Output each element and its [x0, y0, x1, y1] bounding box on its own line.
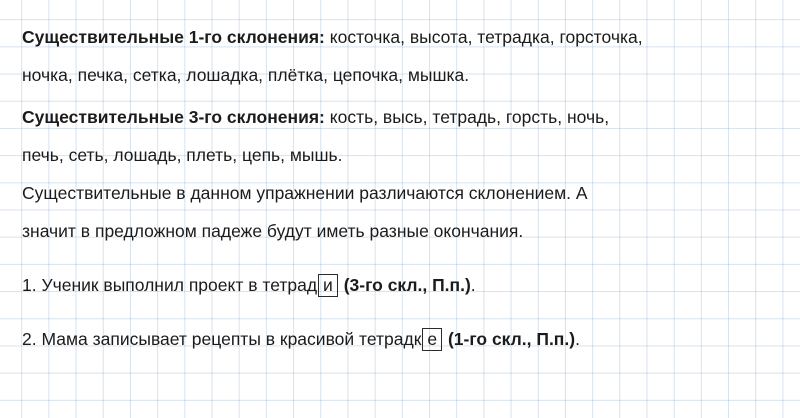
- spacer-3: [22, 304, 782, 320]
- paragraph-explanation-line-2: [22, 212, 782, 250]
- declension-1-words-part-2: ночка, печка, сетка, лошадка, плётка, цепочка, мышка.: [22, 65, 470, 85]
- answer-1-sentence: Ученик выполнил проект в тетрад: [36, 275, 318, 295]
- answer-1-number: 1.: [22, 275, 37, 295]
- answer-2-boxed-letter[interactable]: е: [422, 328, 442, 351]
- declension-1-words-part-1: косточка, высота, тетрадка, горсточка,: [324, 27, 643, 47]
- paragraph-declension-3-line-2: [22, 136, 782, 174]
- answer-2-sentence: Мама записывает рецепты в красивой тетрадк: [36, 329, 422, 349]
- paragraph-declension-1-line-2: [22, 56, 782, 94]
- explanation-text-part-2: значит в предложном падеже будут иметь разные окончания.: [22, 221, 524, 241]
- answer-1-note: (3-го скл., П.п.): [338, 275, 471, 295]
- answer-2-period: .: [575, 329, 580, 349]
- explanation-text-part-1: Существительные в данном упражнении различаются склонением. А: [22, 183, 588, 203]
- answer-1-period: .: [470, 275, 476, 295]
- declension-3-label: Существительные 3-го склонения:: [22, 107, 325, 127]
- declension-1-label: Существительные 1-го склонения:: [22, 27, 325, 47]
- declension-3-words-part-2: печь, сеть, лошадь, плеть, цепь, мышь.: [22, 145, 343, 165]
- paragraph-declension-1-line-1: [22, 18, 782, 56]
- declension-3-words-part-1: кость, высь, тетрадь, горсть, ночь,: [324, 107, 610, 127]
- answer-2-number: 2.: [22, 329, 37, 349]
- answer-item-2: [22, 320, 782, 358]
- paragraph-explanation-line-1: [22, 174, 782, 212]
- spacer-2: [22, 250, 782, 266]
- answer-2-note: (1-го скл., П.п.): [443, 329, 576, 349]
- paragraph-declension-3-line-1: [22, 98, 782, 136]
- answer-item-1: [22, 266, 782, 304]
- answer-1-boxed-letter[interactable]: и: [318, 274, 338, 297]
